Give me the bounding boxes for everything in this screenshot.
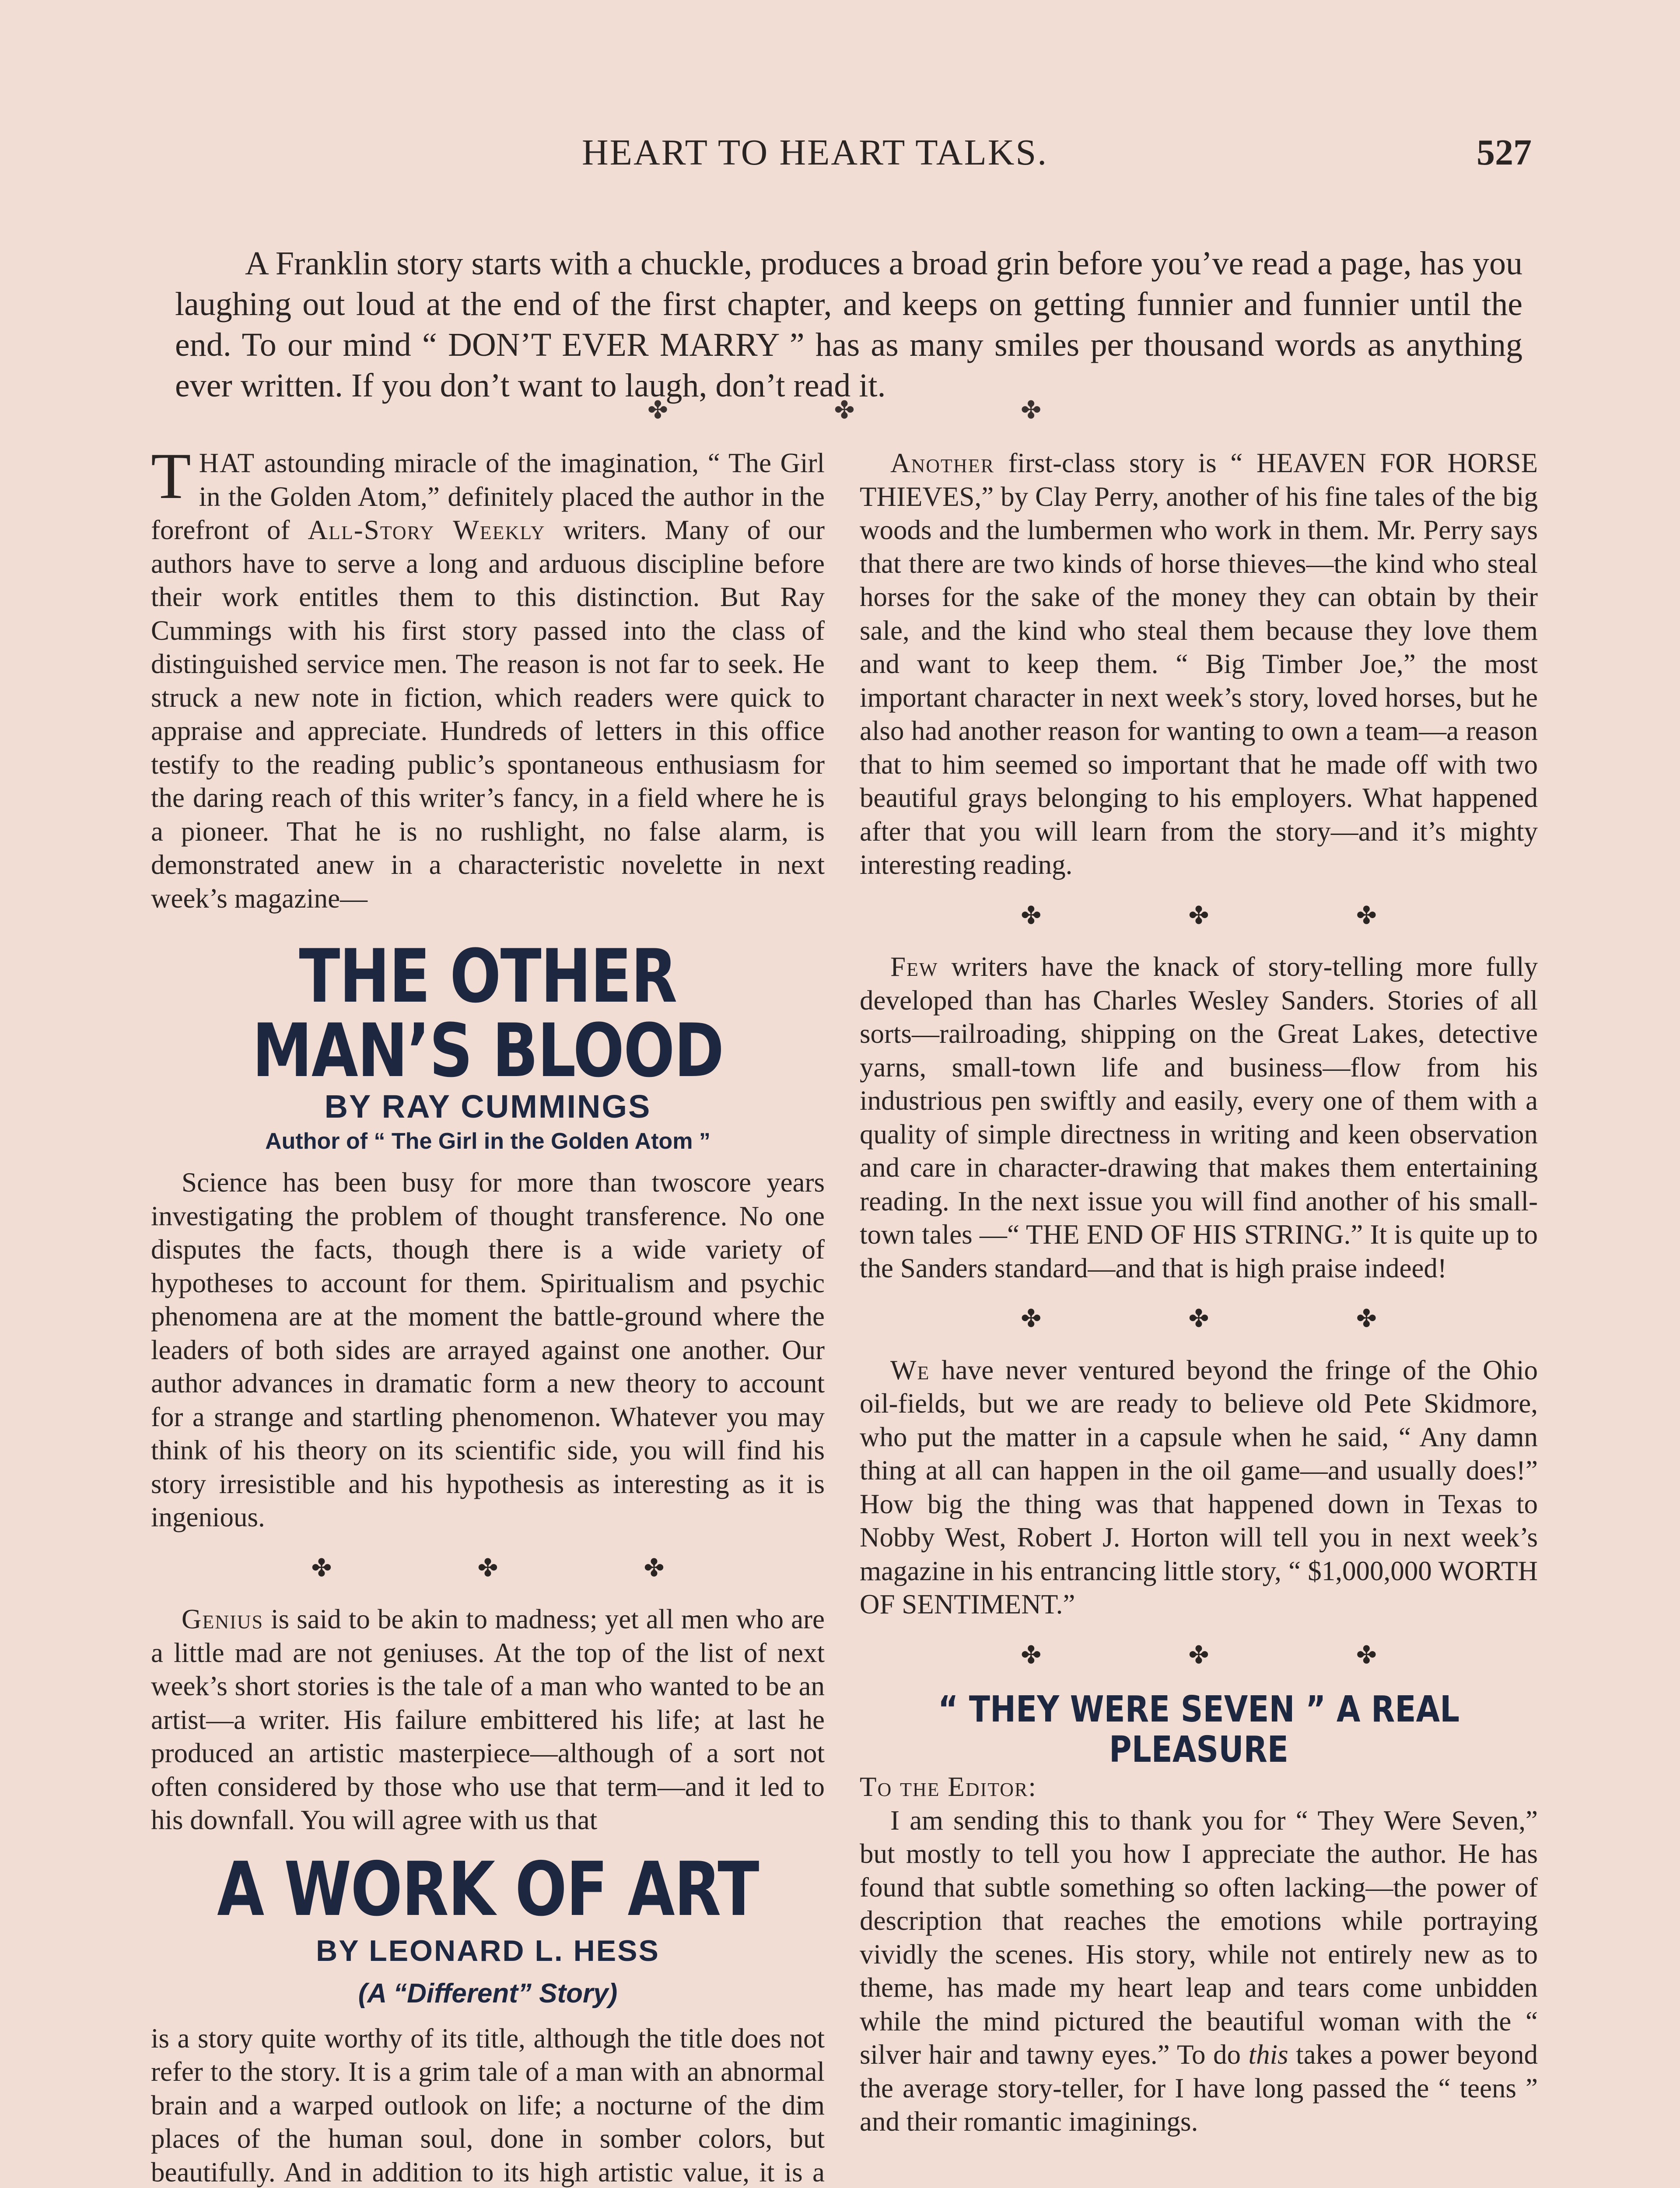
right-column	[860, 446, 1538, 2139]
story-title-other-mans-blood: THE OTHER MAN’S BLOOD	[252, 933, 724, 1094]
fleuron-icon: ✤	[1021, 902, 1042, 929]
fleuron-icon: ✤	[1188, 902, 1209, 929]
ornament-row-top	[648, 396, 1041, 424]
ornament-row	[860, 1302, 1538, 1336]
fleuron-icon: ✤	[477, 1554, 498, 1582]
running-head: HEART TO HEART TALKS.	[582, 132, 1048, 173]
fleuron-icon: ✤	[1188, 1641, 1209, 1669]
ornament-row	[860, 899, 1538, 933]
intro-paragraph: A Franklin story starts with a chuckle, produces a broad grin before you’ve read a page, has you laughing out loud at the end of the first chapter, and keeps on getting funnier and funnier until the end. To our mind “ DON’T EVER MARRY ” has as many smiles per thousand words as anything ever written. If you don’t want to laugh, don’t read it.	[175, 245, 1522, 404]
fleuron-icon: ✤	[1188, 1305, 1209, 1332]
fleuron-icon: ✤	[1021, 1305, 1042, 1332]
story-subtitle-hess: (A “Different” Story)	[358, 1978, 618, 2009]
left-paragraph-2: Science has been busy for more than twoscore years investigating the problem of thought transference. No one disputes the facts, though there is a wide variety of hypotheses to account for them. Spiritualism and psychic phenomena are at the moment the battle-ground where the leaders of both sides are arrayed against one another. Our author advances in dramatic form a new theory to account for a strange and startling phenomenon. Whatever you may think of his theory on its scientific side, you will find his story irresistible and his hypothesis as interesting as it is ingenious.	[151, 1167, 825, 1532]
fleuron-icon: ✤	[1021, 1641, 1042, 1669]
page-number: 527	[1477, 132, 1532, 173]
story-subtitle-cummings: Author of “ The Girl in the Golden Atom ”	[265, 1129, 710, 1154]
letter-body: I am sending this to thank you for “ They Were Seven,” but mostly to tell you how I appreciate the author. He has found that subtle something so often lacking—the power of description that reaches the emotions while portraying vividly the scenes. His story, while not entirely new as to theme, has made my heart leap and tears come unbidden while the mind pictured the beautiful woman with the “ silver hair and tawny eyes.” To do this takes a power beyond the average story-teller, for I have long passed the “ teens ” and their romantic imaginings.	[860, 1805, 1538, 2137]
fleuron-icon: ✤	[311, 1554, 332, 1582]
letter-heading: “ THEY WERE SEVEN ” A REAL PLEASURE	[938, 1689, 1460, 1771]
story-title-work-of-art: A WORK OF ART	[217, 1846, 759, 1933]
fleuron-icon: ✤	[648, 397, 668, 424]
ornament-row	[860, 1639, 1538, 1673]
right-paragraph-2: Few writers have the knack of story-telling more fully developed than has Charles Wesley Sanders. Stories of all sorts—railroading, shipping on the Great Lakes, detective yarns, small-town life and business—flow from his industrious pen swiftly and easily, every one of them with a quality of simple directness in writing and keen observation and care in character-drawing that makes them entertaining reading. In the next issue you will find another of his small-town tales —“ THE END OF HIS STRING.” It is quite up to the Sanders standard—and that is high praise indeed!	[860, 951, 1538, 1283]
ornament-row	[151, 1552, 825, 1585]
letter-salutation: To the Editor:	[860, 1771, 1037, 1802]
left-paragraph-3: Genius is said to be akin to madness; yet all men who are a little mad are not geniuses. At the top of the list of next week’s short stories is the tale of a man who wanted to be an artist—a writer. His failure embittered his life; at last he produced an artistic masterpiece—although of a sort not often considered by those who use that term—and it led to his downfall. You will agree with us that	[151, 1604, 825, 1835]
right-paragraph-1: Another first-class story is “ HEAVEN FOR HORSE THIEVES,” by Clay Perry, another of his fine tales of the big woods and the lumbermen who work in them. Mr. Perry says that there are two kinds of horse thieves—the kind who steal horses for the sake of the money they can obtain by their sale, and the kind who steal them because they love them and want to keep them. “ Big Timber Joe,” the most important character in next week’s story, loved horses, but he also had another reason for wanting to own a team—a reason that to him seemed so important that he made off with two beautiful grays belonging to his employers. What happened after that you will learn from the story—and it’s mighty interesting reading.	[860, 448, 1538, 880]
story-byline-hess: BY LEONARD L. HESS	[316, 1934, 660, 1967]
left-paragraph-1: THAT astounding miracle of the imagination, “ The Girl in the Golden Atom,” definitely placed the author in the forefront of All-Story Weekly writers. Many of our authors have to serve a long and arduous discipline before their work entitles them to this distinction. But Ray Cummings with his first story passed into the class of distinguished service men. The reason is not far to seek. He struck a new note in fiction, which readers were quick to appraise and appreciate. Hundreds of letters in this office testify to the reading public’s spontaneous enthusiasm for the daring reach of this writer’s fancy, in a field where he is a pioneer. That he is no rushlight, no false alarm, is demonstrated anew in a characteristic novelette in next week’s magazine—	[151, 440, 825, 914]
fleuron-icon: ✤	[1356, 1305, 1377, 1332]
right-paragraph-3: We have never ventured beyond the fringe of the Ohio oil-fields, but we are ready to believe old Pete Skidmore, who put the matter in a capsule when he said, “ Any damn thing at all can happen in the oil game—and usually does!” How big the thing was that happened down in Texas to Nobby West, Robert J. Horton will tell you in next week’s magazine in his entrancing little story, “ $1,000,000 WORTH OF SENTIMENT.”	[860, 1354, 1538, 1620]
left-column	[151, 440, 825, 2188]
fleuron-icon: ✤	[834, 397, 855, 424]
fleuron-icon: ✤	[644, 1554, 665, 1582]
fleuron-icon: ✤	[1356, 902, 1377, 929]
left-paragraph-4: is a story quite worthy of its title, although the title does not refer to the story. It is a grim tale of a man with an abnormal brain and a warped outlook on life; a nocturne of the dim places of the human soul, done in somber colors, but beautifully. And in addition to its high artistic value, it is a	[151, 2023, 825, 2188]
drop-cap: T	[151, 440, 191, 512]
story-byline-cummings: BY RAY CUMMINGS	[324, 1088, 651, 1125]
page-header	[0, 131, 1680, 179]
fleuron-icon: ✤	[1021, 397, 1041, 424]
fleuron-icon: ✤	[1356, 1641, 1377, 1669]
